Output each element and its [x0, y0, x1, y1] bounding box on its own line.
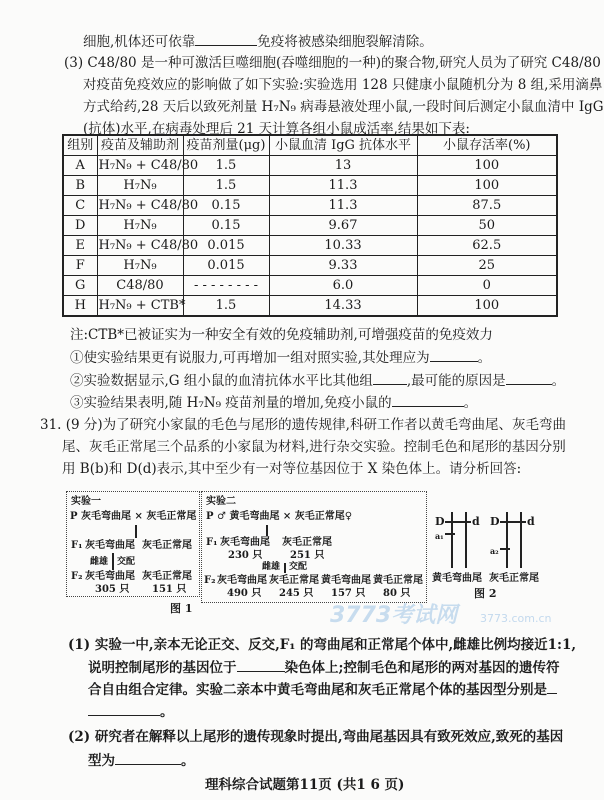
page-footer: 理科综合试题第11页 (共1 6 页) — [205, 777, 405, 793]
table-cell: 11.3 — [269, 176, 417, 196]
part-2-line — [88, 751, 195, 770]
table-cell: 100 — [417, 176, 557, 196]
table-cell: H₇N₉ + C48/80 — [97, 196, 183, 216]
answer-blank[interactable] — [430, 348, 478, 362]
exp2-f2-phenotype: 黄毛正常尾 — [373, 575, 423, 586]
table-cell: 9.33 — [269, 256, 417, 276]
exp2-f1-phenotype: 灰毛弯曲尾 — [220, 537, 270, 548]
figure-2-label: 黄毛弯曲尾 — [432, 573, 482, 584]
exp1-f2-phenotype: 灰毛正常尾 — [142, 571, 192, 582]
answer-blank[interactable] — [195, 32, 257, 46]
arrow-down-icon — [266, 525, 268, 536]
exp1-parents: P 灰毛弯曲尾 × 灰毛正常尾 — [70, 511, 197, 522]
table-row — [63, 276, 557, 296]
results-table — [62, 134, 558, 317]
exp1-mating-label: 交配 — [117, 557, 136, 567]
exp1-f2-count: 305 只 — [95, 584, 130, 595]
exp1-f1-label: F₁ — [71, 540, 83, 551]
exp1-f1-phenotype: 灰毛弯曲尾 — [85, 540, 135, 551]
exp2-f2-phenotype: 黄毛弯曲尾 — [321, 575, 371, 586]
table-cell: 0.15 — [183, 216, 269, 236]
arrow-down-icon — [284, 563, 286, 573]
text: 型为 — [88, 753, 115, 769]
watermark-url: 3773.com.cn — [480, 612, 552, 625]
answer-blank[interactable] — [237, 658, 285, 672]
answer-blank[interactable] — [547, 680, 557, 694]
table-cell: 100 — [417, 156, 557, 176]
exp1-f2-label: F₂ — [71, 571, 83, 582]
table-cell: C48/80 — [97, 276, 183, 296]
table-cell: 14.33 — [269, 296, 417, 317]
exp1-mating-label: 雌雄 — [90, 557, 109, 567]
exp1-f1-phenotype: 灰毛正常尾 — [142, 540, 192, 551]
exp2-f2-count: 80 只 — [383, 588, 411, 599]
table-cell: 0.015 — [183, 236, 269, 256]
table-header-row — [63, 135, 557, 156]
table-cell: 6.0 — [269, 276, 417, 296]
exp2-f2-phenotype: 灰毛正常尾 — [269, 575, 319, 586]
answer-blank[interactable] — [392, 393, 464, 407]
locus-mark — [514, 521, 526, 523]
answer-blank[interactable] — [115, 751, 181, 765]
exp2-f1-label: F₁ — [206, 537, 218, 548]
question-31-line: 尾、灰毛正常尾三个品系的小家鼠为材料,进行杂交实验。控制毛色和尾形的基因分别 — [62, 439, 566, 455]
figure-1-caption: 图 1 — [170, 602, 193, 615]
text: 合自由组合定律。实验二亲本中黄毛弯曲尾和灰毛正常尾个体的基因型分别是 — [88, 682, 547, 698]
exp2-f2-count: 157 只 — [331, 588, 366, 599]
answer-blank[interactable] — [506, 371, 552, 385]
subquestion-1 — [70, 348, 491, 367]
part-1-line — [88, 658, 559, 677]
allele-label: a₁ — [435, 531, 444, 541]
table-cell: 11.3 — [269, 196, 417, 216]
exp2-f2-count: 490 只 — [227, 588, 262, 599]
locus-mark — [500, 548, 510, 550]
allele-label: d — [527, 515, 535, 528]
table-cell: A — [63, 156, 97, 176]
allele-label: D — [435, 515, 445, 528]
table-cell: 0.15 — [183, 196, 269, 216]
table-cell: C — [63, 196, 97, 216]
table-cell: 87.5 — [417, 196, 557, 216]
table-cell: 9.67 — [269, 216, 417, 236]
table-cell: 50 — [417, 216, 557, 236]
table-cell: - - - - - - - - — [183, 276, 269, 296]
exp2-parents: P ♂ 黄毛弯曲尾 × 灰毛正常尾♀ — [206, 511, 353, 522]
figure-2-label: 灰毛正常尾 — [489, 573, 539, 584]
part-2-line: (2) 研究者在解释以上尾形的遗传现象时提出,弯曲尾基因具有致死效应,致死的基因 — [68, 729, 564, 745]
table-row — [63, 196, 557, 216]
experiment-1-title: 实验一 — [71, 496, 101, 507]
exp1-f2-count: 151 只 — [152, 584, 187, 595]
question-3-line: (3) C48/80 是一种可激活巨噬细胞(吞噬细胞的一种)的聚合物,研究人员为了研究 C48/80 — [64, 55, 601, 71]
allele-label: a₂ — [490, 546, 499, 556]
table-row — [63, 236, 557, 256]
table-cell: 1.5 — [183, 176, 269, 196]
table-cell: H₇N₉ + CTB* — [97, 296, 183, 317]
table-cell: F — [63, 256, 97, 276]
table-note: 注:CTB*已被证实为一种安全有效的免疫辅助剂,可增强疫苗的免疫效力 — [70, 327, 493, 343]
table-cell: H₇N₉ — [97, 176, 183, 196]
table-cell: 10.33 — [269, 236, 417, 256]
table-cell: H₇N₉ + C48/80 — [97, 156, 183, 176]
table-cell: H₇N₉ — [97, 216, 183, 236]
text: ,最可能的原因是 — [406, 373, 506, 389]
question-3-line: 对疫苗免疫效应的影响做了如下实验:实验选用 128 只健康小鼠随机分为 8 组,采用滴鼻 — [83, 77, 603, 93]
table-row — [63, 216, 557, 236]
header-cell: 疫苗及辅助剂 — [97, 135, 183, 156]
chromosome — [506, 512, 508, 568]
table-cell: G — [63, 276, 97, 296]
exp2-f2-count: 245 只 — [279, 588, 314, 599]
table-cell: 62.5 — [417, 236, 557, 256]
header-cell: 小鼠存活率(%) — [417, 135, 557, 156]
part-1-line: (1) 实验一中,亲本无论正交、反交,F₁ 的弯曲尾和正常尾个体中,雌雄比例均接近1:1, — [68, 637, 577, 653]
locus-mark — [445, 533, 455, 535]
table-cell: 100 — [417, 296, 557, 317]
question-3-line: 方式给药,28 天后以致死剂量 H₇N₉ 病毒悬液处理小鼠,一段时间后测定小鼠血清中 IgG — [83, 99, 604, 115]
table-cell: E — [63, 236, 97, 256]
table-cell: 1.5 — [183, 296, 269, 317]
table-row — [63, 156, 557, 176]
table-cell: H₇N₉ + C48/80 — [97, 236, 183, 256]
text: 。 — [181, 753, 195, 769]
exp2-f1-count: 251 只 — [290, 550, 325, 561]
arrow-down-icon — [135, 525, 137, 538]
text: 。 — [477, 350, 492, 366]
exp2-f1-count: 230 只 — [228, 550, 263, 561]
answer-blank[interactable] — [373, 371, 407, 385]
text: ③实验结果表明,随 H₇N₉ 疫苗剂量的增加,免疫小鼠的 — [70, 395, 392, 411]
figure-2-caption: 图 2 — [474, 587, 497, 600]
exp2-f2-phenotype: 灰毛弯曲尾 — [217, 575, 267, 586]
exp2-f1-phenotype: 灰毛正常尾 — [282, 537, 332, 548]
question-3-line: (抗体)水平,在病毒处理后 21 天计算各组小鼠成活率,结果如下表: — [83, 121, 470, 137]
text: ②实验数据显示,G 组小鼠的血清抗体水平比其他组 — [70, 373, 373, 389]
table-cell: 0.015 — [183, 256, 269, 276]
text: 。 — [463, 395, 478, 411]
table-cell: 25 — [417, 256, 557, 276]
locus-mark — [459, 521, 471, 523]
exp1-f2-phenotype: 灰毛弯曲尾 — [85, 571, 135, 582]
table-cell: D — [63, 216, 97, 236]
chromosome — [451, 512, 453, 568]
subquestion-2 — [70, 371, 565, 390]
table-cell: H — [63, 296, 97, 317]
table-row — [63, 176, 557, 196]
text: 说明控制尾形的基因位于 — [88, 660, 237, 676]
exp2-f2-label: F₂ — [204, 575, 216, 586]
part-1-line — [88, 680, 557, 699]
arrow-down-icon — [112, 553, 114, 570]
text: 免疫将被感染细胞裂解清除。 — [257, 34, 433, 50]
text: ①使实验结果更有说服力,可再增加一组对照实验,其处理应为 — [70, 350, 430, 366]
question-31-line: 用 B(b)和 D(d)表示,其中至少有一对等位基因位于 X 染色体上。请分析回答: — [62, 461, 522, 477]
header-cell: 组别 — [63, 135, 97, 156]
text: 细胞,机体还可依靠 — [83, 34, 196, 50]
exp2-mating-label: 雌雄 — [262, 562, 281, 572]
watermark: 3773考试网 — [330, 603, 458, 628]
allele-label: d — [472, 515, 480, 528]
part-1-line — [88, 702, 174, 721]
question-31-line: 31. (9 分)为了研究小家鼠的毛色与尾形的遗传规律,科研工作者以黄毛弯曲尾、灰毛弯曲 — [40, 417, 566, 433]
allele-label: D — [490, 515, 500, 528]
header-cell: 小鼠血清 IgG 抗体水平 — [269, 135, 417, 156]
table-cell: 1.5 — [183, 156, 269, 176]
table-row — [63, 256, 557, 276]
table-row — [63, 296, 557, 317]
text: 染色体上;控制毛色和尾形的两对基因的遗传符 — [284, 660, 560, 676]
text: 。 — [160, 704, 174, 720]
table-cell: 13 — [269, 156, 417, 176]
table-cell: H₇N₉ — [97, 256, 183, 276]
answer-blank[interactable] — [88, 702, 160, 716]
table-cell: B — [63, 176, 97, 196]
text-line — [83, 32, 433, 51]
exp2-mating-label: 交配 — [289, 562, 308, 572]
subquestion-3 — [70, 393, 477, 412]
text: 。 — [551, 373, 566, 389]
table-cell: 0 — [417, 276, 557, 296]
header-cell: 疫苗剂量(μg) — [183, 135, 269, 156]
experiment-2-title: 实验二 — [206, 496, 236, 507]
